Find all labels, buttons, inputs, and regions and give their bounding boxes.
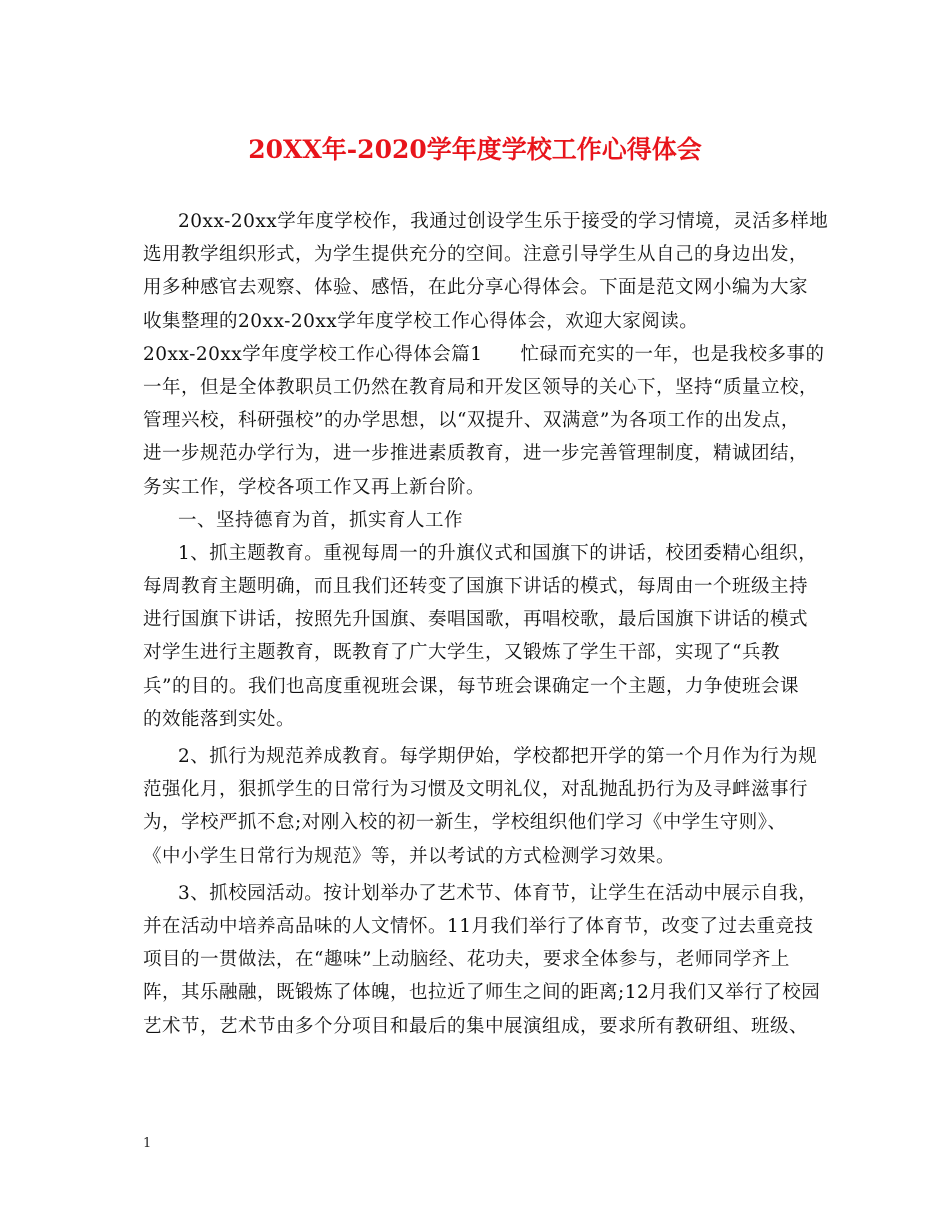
document-body <box>143 205 833 1043</box>
section-heading: 一、坚持德育为首，抓实育人工作 <box>178 509 464 531</box>
paragraph-line: 进一步规范办学行为，进一步推进素质教育，进一步完善管理制度，精诚团结， <box>143 443 809 465</box>
paragraph-line: 一年，但是全体教职员工仍然在教育局和开发区领导的关心下，坚持“质量立校， <box>143 376 818 398</box>
paragraph-line: 项目的一贯做法，在“趣味”上动脑经、花功夫，要求全体参与，老师同学齐上 <box>143 949 790 971</box>
paragraph-line: 范强化月，狠抓学生的日常行为习惯及文明礼仪，对乱抛乱扔行为及寻衅滋事行 <box>143 779 809 801</box>
paragraph-line: 每周教育主题明确，而且我们还转变了国旗下讲话的模式，每周由一个班级主持 <box>143 576 809 598</box>
page-number: 1 <box>143 1136 152 1151</box>
paragraph-line: 并在活动中培养高品味的人文情怀。11月我们举行了体育节，改变了过去重竞技 <box>143 915 814 937</box>
paragraph-line: 《中小学生日常行为规范》等，并以考试的方式检测学习效果。 <box>143 845 676 867</box>
paragraph-line: 对学生进行主题教育，既教育了广大学生，又锻炼了学生干部，实现了“兵教 <box>143 642 780 664</box>
paragraph-line: 艺术节，艺术节由多个分项目和最后的集中展演组成，要求所有教研组、班级、 <box>143 1015 809 1037</box>
paragraph-line: 用多种感官去观察、体验、感悟，在此分享心得体会。下面是范文网小编为大家 <box>143 277 809 299</box>
paragraph-line: 的效能落到实处。 <box>143 708 296 730</box>
paragraph-line: 20xx-20xx学年度学校工作心得体会篇1 忙碌而充实的一年，也是我校多事的 <box>143 343 825 365</box>
paragraph-line: 进行国旗下讲话，按照先升国旗、奏唱国歌，再唱校歌，最后国旗下讲话的模式 <box>143 609 809 631</box>
paragraph-line: 为，学校严抓不怠;对刚入校的初一新生，学校组织他们学习《中学生守则》、 <box>143 812 787 834</box>
paragraph-line: 兵”的目的。我们也高度重视班会课，每节班会课确定一个主题，力争使班会课 <box>143 675 799 697</box>
paragraph-line: 1、抓主题教育。重视每周一的升旗仪式和国旗下的讲话，校团委精心组织， <box>178 542 818 564</box>
paragraph-line: 管理兴校，科研强校”的办学思想，以“双提升、双满意”为各项工作的出发点， <box>143 410 800 432</box>
paragraph-line: 20xx-20xx学年度学校作，我通过创设学生乐于接受的学习情境，灵活多样地 <box>178 211 829 232</box>
paragraph-line: 务实工作，学校各项工作又再上新台阶。 <box>143 476 486 498</box>
paragraph-line: 2、抓行为规范养成教育。每学期伊始，学校都把开学的第一个月作为行为规 <box>178 746 818 767</box>
paragraph-line: 3、抓校园活动。按计划举办了艺术节、体育节，让学生在活动中展示自我， <box>178 882 818 904</box>
document-title: 20XX年-2020学年度学校工作心得体会 <box>248 135 702 164</box>
paragraph-line: 收集整理的20xx-20xx学年度学校工作心得体会，欢迎大家阅读。 <box>143 310 699 332</box>
paragraph-line: 选用教学组织形式，为学生提供充分的空间。注意引导学生从自己的身边出发， <box>143 244 809 266</box>
paragraph-line: 阵，其乐融融，既锻炼了体魄，也拉近了师生之间的距离;12月我们又举行了校园 <box>143 982 821 1004</box>
